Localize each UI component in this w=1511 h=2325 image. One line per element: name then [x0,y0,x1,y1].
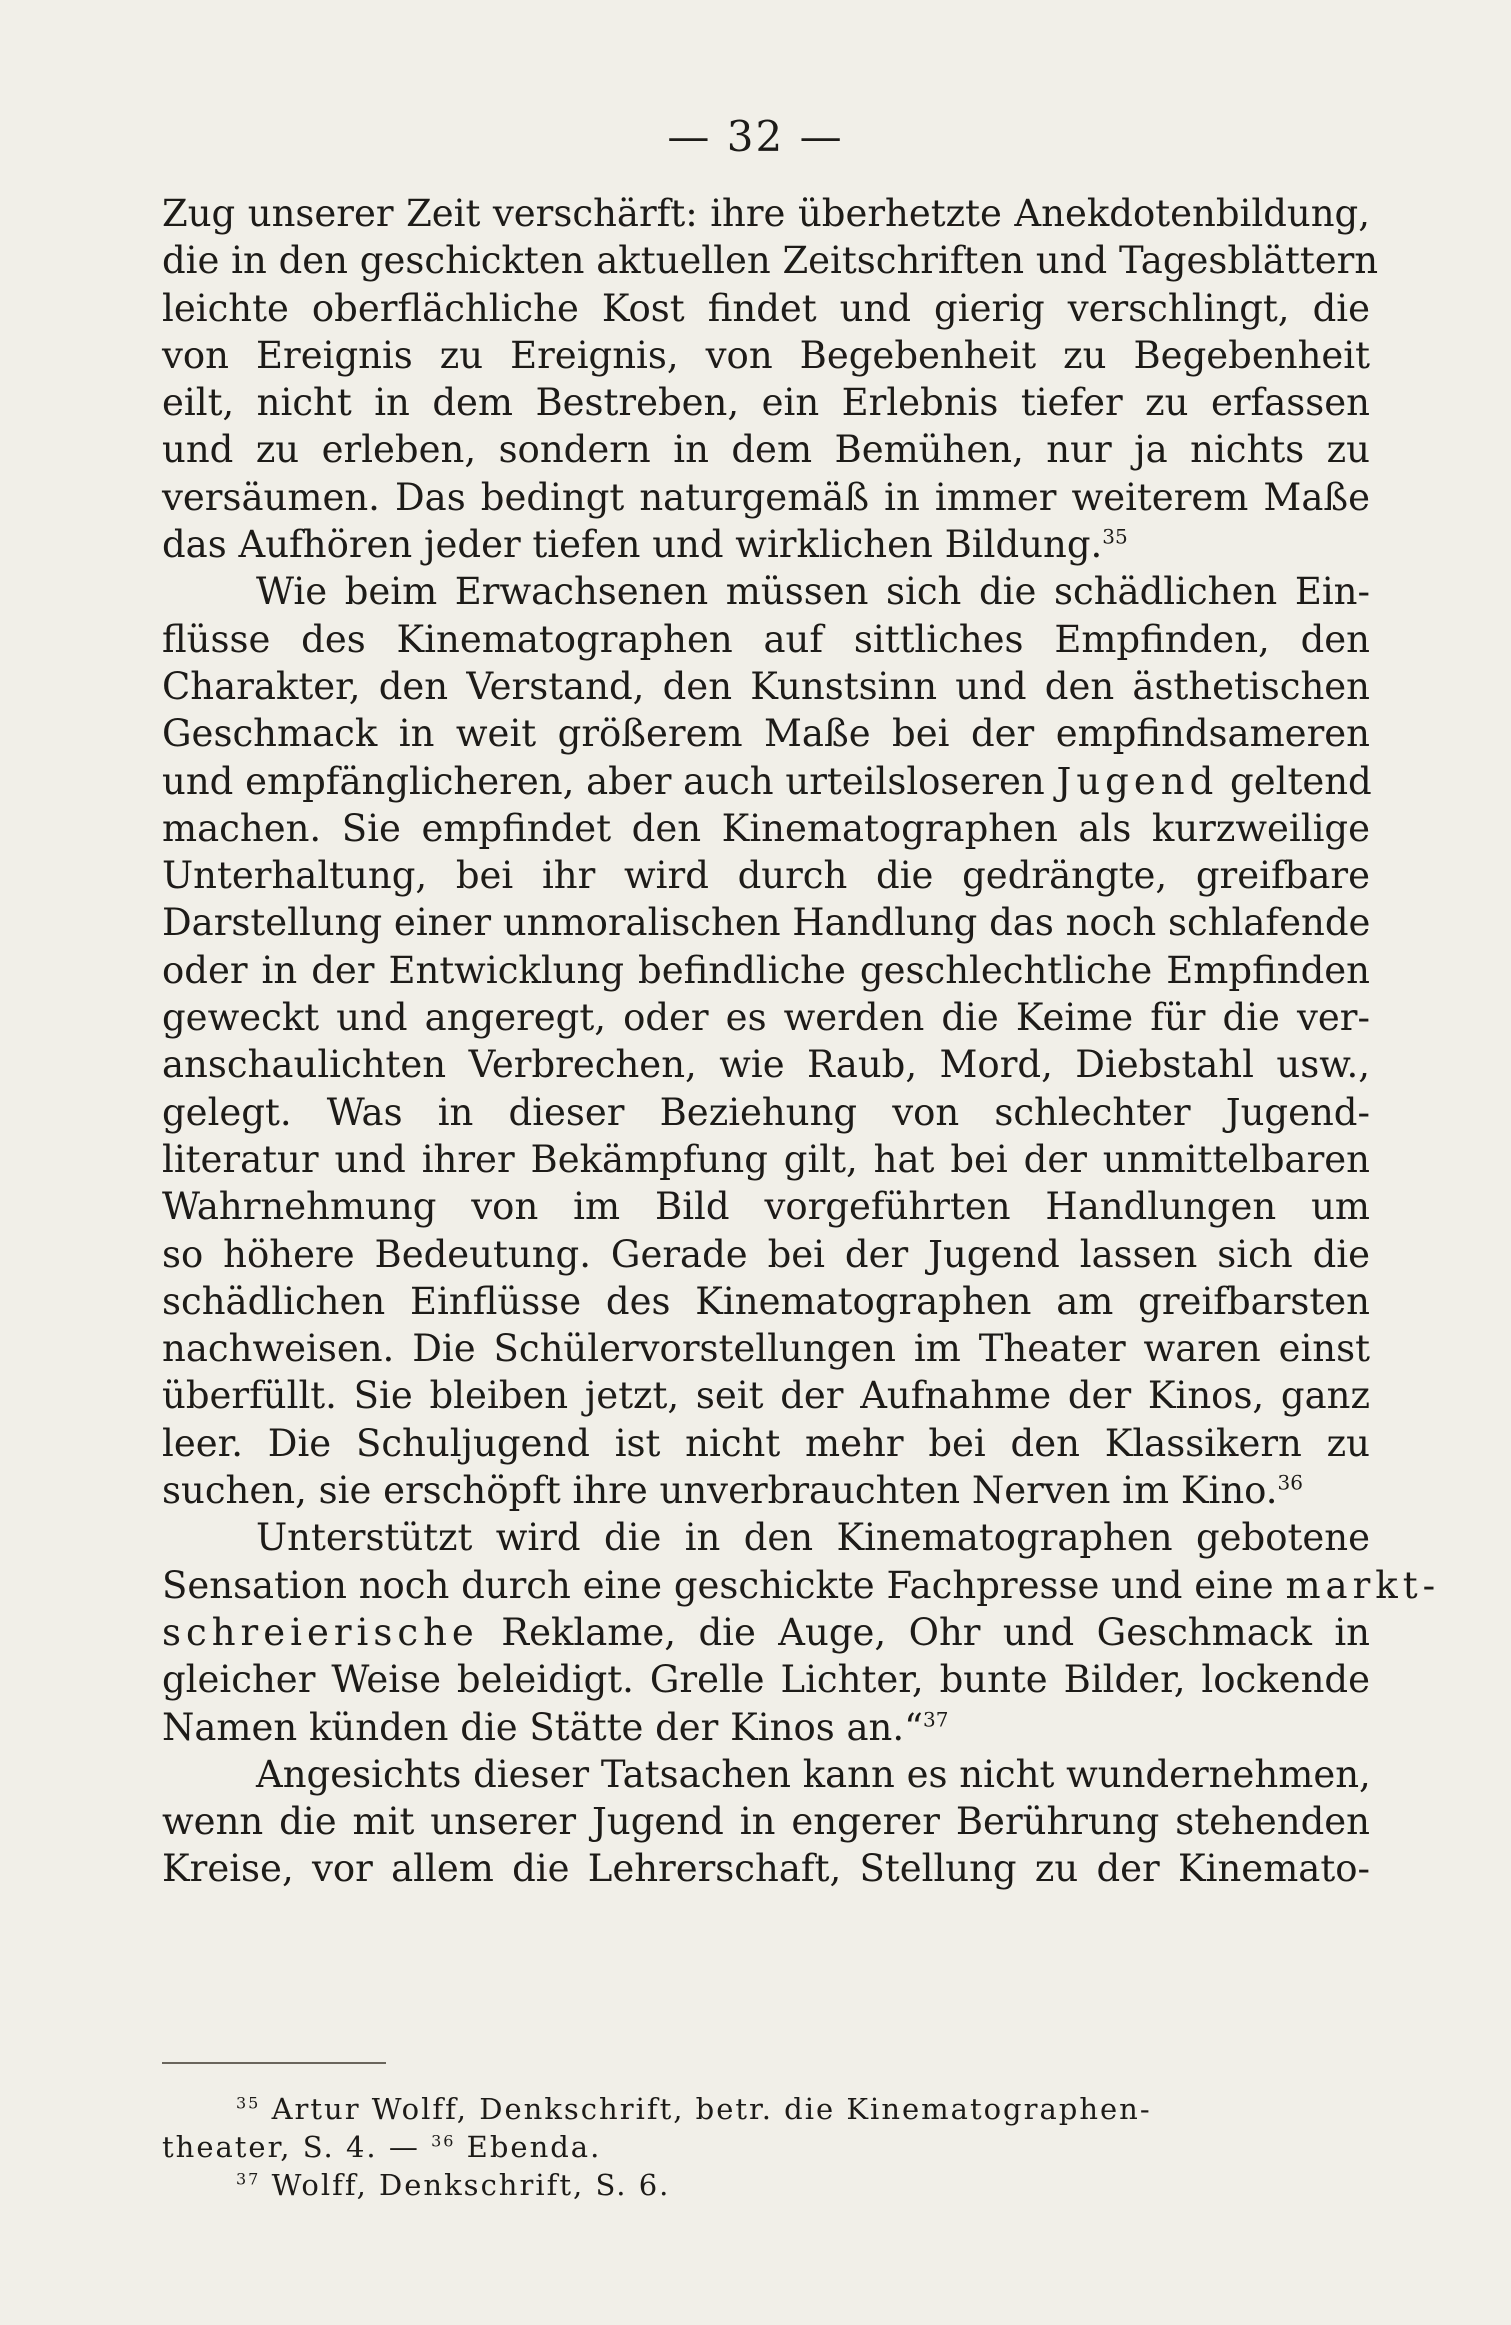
text-line [162,1609,1370,1656]
text-line: wenn die mit unserer Jugend in engerer Berührung stehenden [162,1800,1370,1844]
paragraph-start-line: Angesichts dieser Tatsachen kann es nicht wundernehmen, [256,1752,1371,1796]
text-line: die in den geschickten aktuellen Zeitschriften und Tagesblättern [162,239,1379,283]
text-line: anschaulichten Verbrechen, wie Raub, Mord, Diebstahl usw., [162,1043,1370,1087]
text-line: geweckt und angeregt, oder es werden die Keime für die ver- [162,996,1370,1040]
paragraph-start-line: Wie beim Erwachsenen müssen sich die schädlichen Ein- [256,570,1370,614]
footnote-ref-36: 36 [1277,1470,1303,1495]
text-line [162,1704,1370,1751]
text-line: Kreise, vor allem die Lehrerschaft, Stellung zu der Kinemato- [162,1847,1370,1891]
body-text [162,190,1441,1893]
text-line: eilt, nicht in dem Bestreben, ein Erlebnis tiefer zu erfassen [162,381,1370,425]
text-line: Darstellung einer unmoralischen Handlung das noch schlafende [162,901,1371,945]
text-line: leichte oberflächliche Kost findet und gierig verschlingt, die [162,286,1370,330]
text-line: schädlichen Einflüsse des Kinematographen am greifbarsten [162,1279,1370,1323]
text-line: Unterhaltung, bei ihr wird durch die gedrängte, greifbare [162,854,1370,898]
text-line: überfüllt. Sie bleiben jetzt, seit der Aufnahme der Kinos, ganz [162,1374,1370,1418]
text-line [162,1467,1370,1514]
page-number: — 32 — [667,112,844,161]
footnote-37 [162,2166,1370,2204]
text-line: gleicher Weise beleidigt. Grelle Lichter, bunte Bilder, lockende [162,1658,1370,1702]
text-line: und zu erleben, sondern in dem Bemühen, nur ja nichts zu [162,428,1370,472]
footnote-text: theater, S. 4. — [162,2130,420,2164]
text-line-content: das Aufhören jeder tiefen und wirklichen Bildung. [162,523,1103,567]
spaced-word: markt- [1285,1563,1441,1607]
footnote-text: Wolff, Denkschrift, S. 6. [271,2168,671,2202]
text-line: flüsse des Kinematographen auf sittliches Empfinden, den [162,617,1370,661]
text-line: von Ereignis zu Ereignis, von Begebenheit zu Begebenheit [162,333,1370,377]
text-line: literatur und ihrer Bekämpfung gilt, hat bei der unmittelbaren [162,1137,1370,1181]
text-line-content: Sensation noch durch eine geschickte Fachpresse und eine [162,1563,1274,1607]
text-line-content: und empfänglicheren, aber auch urteilsloseren [162,759,1045,803]
spaced-word: schreierische [162,1610,479,1654]
footnote-ref-35: 35 [1102,524,1128,549]
footnote-number: 36 [431,2131,456,2151]
footnote-divider [162,2062,386,2064]
footnote-text: Ebenda. [466,2130,602,2164]
text-line-content: Namen künden die Stätte der Kinos an.“ [162,1705,924,1749]
text-line: nachweisen. Die Schülervorstellungen im Theater waren einst [162,1327,1370,1371]
spaced-word: Jugend [1056,759,1219,803]
footnote-text: Artur Wolff, Denkschrift, betr. die Kinematographen- [271,2092,1152,2126]
text-line: so höhere Bedeutung. Gerade bei der Jugend lassen sich die [162,1232,1370,1276]
paragraph-start-line: Unterstützt wird die in den Kinematographen gebotene [256,1516,1370,1560]
text-line [162,758,1370,805]
text-line: Zug unserer Zeit verschärft: ihre überhetzte Anekdotenbildung, [162,192,1370,235]
footnote-number: 35 [236,2093,261,2113]
footnote-36 [162,2128,1370,2166]
text-line-content: suchen, sie erschöpft ihre unverbrauchten Nerven im Kino. [162,1469,1278,1513]
text-line: oder in der Entwicklung befindliche geschlechtliche Empfinden [162,948,1370,992]
text-line-end: geltend [1230,759,1372,803]
text-line: versäumen. Das bedingt naturgemäß in immer weiterem Maße [162,475,1370,519]
text-line: machen. Sie empfindet den Kinematographen als kurzweilige [162,806,1370,850]
text-line-content: Reklame, die Auge, Ohr und Geschmack in [501,1610,1370,1654]
text-line: leer. Die Schuljugend ist nicht mehr bei den Klassikern zu [162,1421,1370,1465]
text-line: Geschmack in weit größerem Maße bei der empfindsameren [162,712,1370,756]
footnotes [162,2090,1370,2204]
text-line: Charakter, den Verstand, den Kunstsinn und den ästhetischen [162,664,1370,708]
text-line [162,521,1370,568]
footnote-number: 37 [236,2169,261,2189]
text-line: Wahrnehmung von im Bild vorgeführten Handlungen um [162,1185,1370,1229]
text-line: gelegt. Was in dieser Beziehung von schlechter Jugend- [162,1090,1370,1134]
footnote-ref-37: 37 [923,1707,949,1732]
text-line [162,1562,1441,1609]
footnote-35 [162,2090,1370,2128]
